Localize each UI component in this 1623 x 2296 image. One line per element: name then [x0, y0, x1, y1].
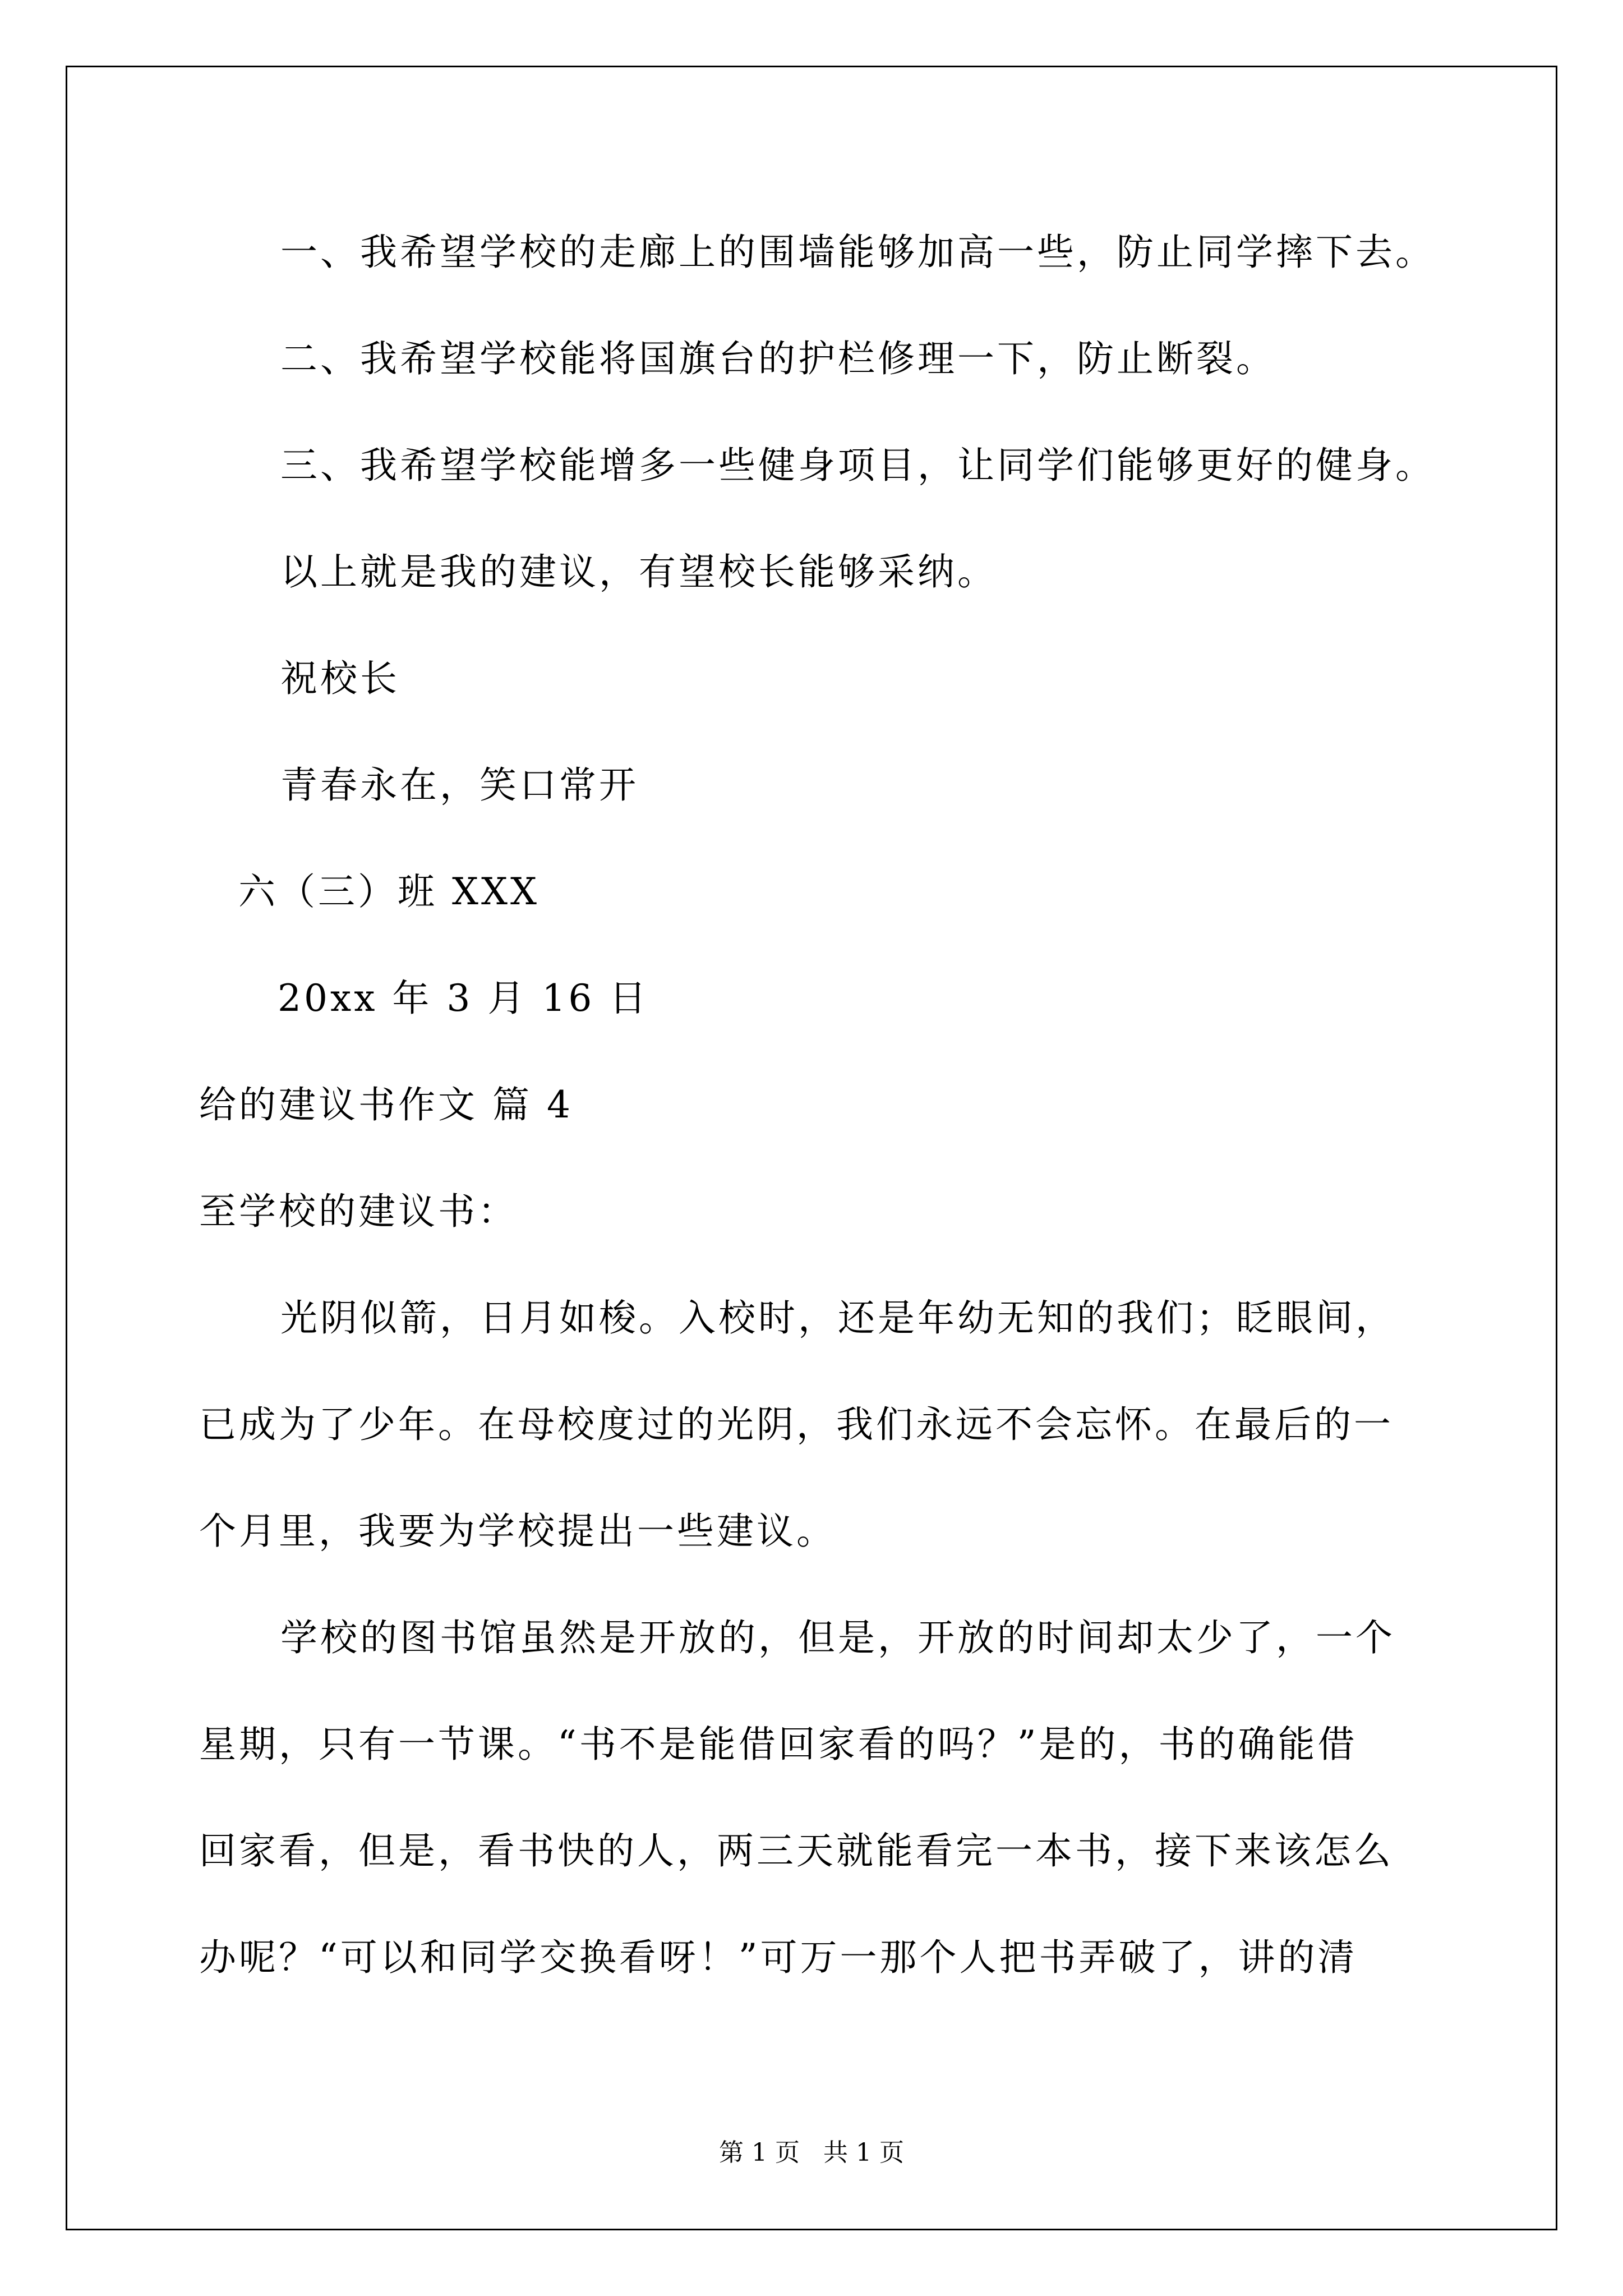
closing-wish: 青春永在，笑口常开 [280, 763, 639, 807]
body-line-4: 学校的图书馆虽然是开放的，但是，开放的时间却太少了，一个 [280, 1616, 1395, 1659]
body-line-2: 已成为了少年。在母校度过的光阴，我们永远不会忘怀。在最后的一 [199, 1403, 1394, 1446]
body-line-3: 个月里，我要为学校提出一些建议。 [199, 1510, 836, 1553]
body-line-7: 办呢？“可以和同学交换看呀！”可万一那个人把书弄破了，讲的清 [199, 1936, 1358, 1979]
paragraph-suggestion-2: 二、我希望学校能将国旗台的护栏修理一下，防止断裂。 [280, 337, 1276, 380]
body-line-6: 回家看，但是，看书快的人，两三天就能看完一本书，接下来该怎么 [199, 1829, 1394, 1872]
letter-salutation: 至学校的建议书： [199, 1190, 518, 1233]
page-border [66, 66, 1557, 2230]
paragraph-conclusion: 以上就是我的建议，有望校长能够采纳。 [280, 550, 997, 593]
paragraph-suggestion-1: 一、我希望学校的走廊上的围墙能够加高一些，防止同学摔下去。 [280, 231, 1435, 274]
paragraph-suggestion-3: 三、我希望学校能增多一些健身项目，让同学们能够更好的健身。 [280, 444, 1435, 487]
signature-date: 20xx 年 3 月 16 日 [278, 977, 649, 1020]
body-line-1: 光阴似箭，日月如梭。入校时，还是年幼无知的我们；眨眼间， [280, 1296, 1395, 1340]
section-heading: 给的建议书作文 篇 4 [199, 1083, 573, 1126]
signature-class: 六（三）班 XXX [238, 870, 540, 913]
page-footer: 第 1 页 共 1 页 [719, 2138, 904, 2167]
body-line-5: 星期，只有一节课。“书不是能借回家看的吗？”是的，书的确能借 [199, 1723, 1358, 1766]
closing-greeting: 祝校长 [280, 657, 400, 700]
